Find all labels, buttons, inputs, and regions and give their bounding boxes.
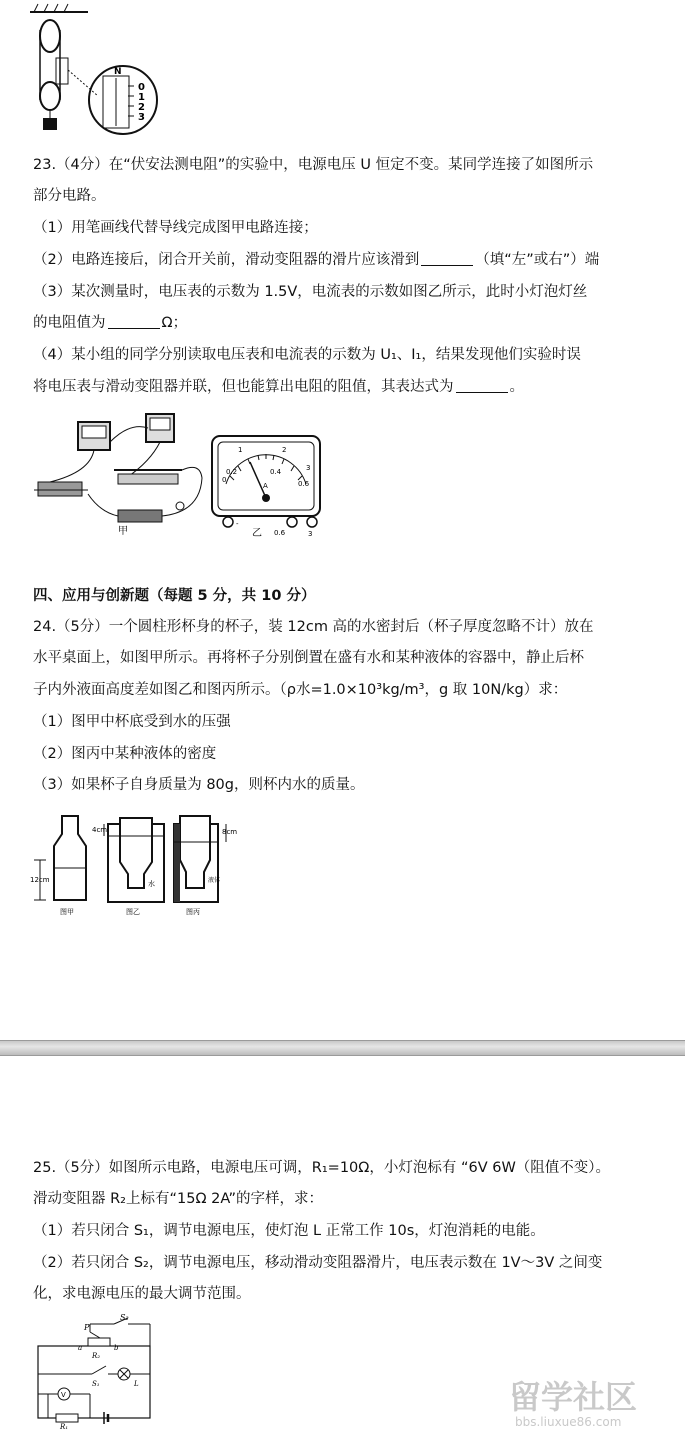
q24-part2: （2）图丙中某种液体的密度 [33,746,217,762]
answer-blank [421,251,473,266]
q24-part1: （1）图甲中杯底受到水的压强 [33,714,231,730]
answer-blank [108,314,160,329]
cups-figure [28,810,243,920]
q25-part1: （1）若只闭合 S₁，调节电源电压，使灯泡 L 正常工作 10s，灯泡消耗的电能。 [33,1223,545,1239]
site-watermark [501,1374,671,1432]
q23-part4-pre: 将电压表与滑动变阻器并联，但也能算出电阻的阻值，其表达式为 [33,379,454,395]
label-water: 水 [148,880,155,888]
q23-part4-line1: （4）某小组的同学分别读取电压表和电流表的示数为 U₁、I₁，结果发现他们实验时误 [33,347,581,363]
answer-blank [456,378,508,393]
meter-tick-06: 0.6 [298,480,310,488]
circuit-apparatus-figure [30,412,210,537]
scale-tick-3: 3 [138,112,145,123]
scale-tick-0: 0 [138,82,145,93]
ammeter-figure [208,432,324,540]
meter-top-tick-2: 2 [282,446,287,454]
label-R1: R₁ [60,1423,69,1429]
label-a: a [78,1344,83,1352]
q25-line1: 25.（5分）如图所示电路，电源电压可调，R₁=10Ω，小灯泡标有 “6V 6W（阻值不变）。 [33,1160,611,1176]
q23-part3-post: Ω； [161,315,188,331]
terminal-negative: - [236,520,239,528]
meter-tick-04: 0.4 [270,468,282,476]
label-P: P [84,1323,90,1332]
figure-label-jia: 甲 [118,526,128,537]
terminal-06: 0.6 [274,529,286,537]
pulley-figure [28,0,168,140]
label-L: L [134,1380,139,1388]
q23-part4-line2 [33,377,524,397]
q25-circuit-diagram [30,1314,155,1429]
meter-tick-02: 0.2 [226,468,238,476]
label-R2: R₂ [92,1352,101,1360]
q24-part3: （3）如果杯子自身质量为 80g，则杯内水的质量。 [33,777,365,793]
label-tu-yi: 图乙 [126,908,140,916]
q23-part2-pre: （2）电路连接后，闭合开关前，滑动变阻器的滑片应该滑到 [33,252,420,268]
watermark-title: 留学社区 [509,1378,638,1416]
q23-line1: 23.（4分）在“伏安法测电阻”的实验中，电源电压 U 恒定不变。某同学连接了如图所示 [33,157,594,173]
label-8cm: 8cm [222,828,238,836]
label-b: b [114,1344,119,1352]
q23-part4-post: 。 [509,379,524,395]
q25-part2-line1: （2）若只闭合 S₂，调节电源电压，移动滑动变阻器滑片，电压表示数在 1V～3V 之间变 [33,1255,603,1271]
scale-tick-1: 1 [138,92,145,103]
label-tu-bing: 图丙 [186,908,200,916]
q23-part3-line2 [33,313,187,333]
q25-part2-line2: 化，求电源电压的最大调节范围。 [33,1286,251,1302]
q23-part1: （1）用笔画线代替导线完成图甲电路连接； [33,220,318,236]
label-V: V [61,1391,66,1399]
q24-line3: 子内外液面高度差如图乙和图丙所示。（ρ水=1.0×10³kg/m³，g 取 10N/kg）求： [33,682,568,698]
label-12cm: 12cm [30,876,50,884]
q23-line2: 部分电路。 [33,188,106,204]
meter-tick-0: 0 [222,476,227,484]
q23-part3-pre: 的电阻值为 [33,315,106,331]
label-S2: S₂ [120,1314,129,1322]
q23-part2 [33,250,599,270]
label-tu-jia: 图甲 [60,908,74,916]
q23-part3-line1: （3）某次测量时，电压表的示数为 1.5V，电流表的示数如图乙所示，此时小灯泡灯丝 [33,284,588,300]
q24-line2: 水平桌面上，如图甲所示。再将杯子分别倒置在盛有水和某种液体的容器中，静止后杯 [33,650,584,666]
q23-part2-post: （填“左”或右”）端 [475,252,600,268]
meter-top-tick-3: 3 [306,464,311,472]
label-liquid: 液体 [208,877,221,884]
label-S1: S₁ [92,1380,100,1388]
page-separator [0,1040,685,1056]
scale-tick-n: N [114,67,122,77]
section-4-heading: 四、应用与创新题（每题 5 分，共 10 分） [33,588,316,604]
q25-line2: 滑动变阻器 R₂上标有“15Ω 2A”的字样，求： [33,1191,324,1207]
label-4cm: 4cm [92,826,108,834]
figure-label-yi: 乙 [252,528,262,539]
terminal-3: 3 [308,530,313,538]
scale-tick-2: 2 [138,102,145,113]
watermark-url: bbs.liuxue86.com [515,1415,622,1429]
meter-unit: A [263,482,268,490]
q24-line1: 24.（5分）一个圆柱形杯身的杯子，装 12cm 高的水密封后（杯子厚度忽略不计）放在 [33,619,594,635]
meter-top-tick-1: 1 [238,446,243,454]
